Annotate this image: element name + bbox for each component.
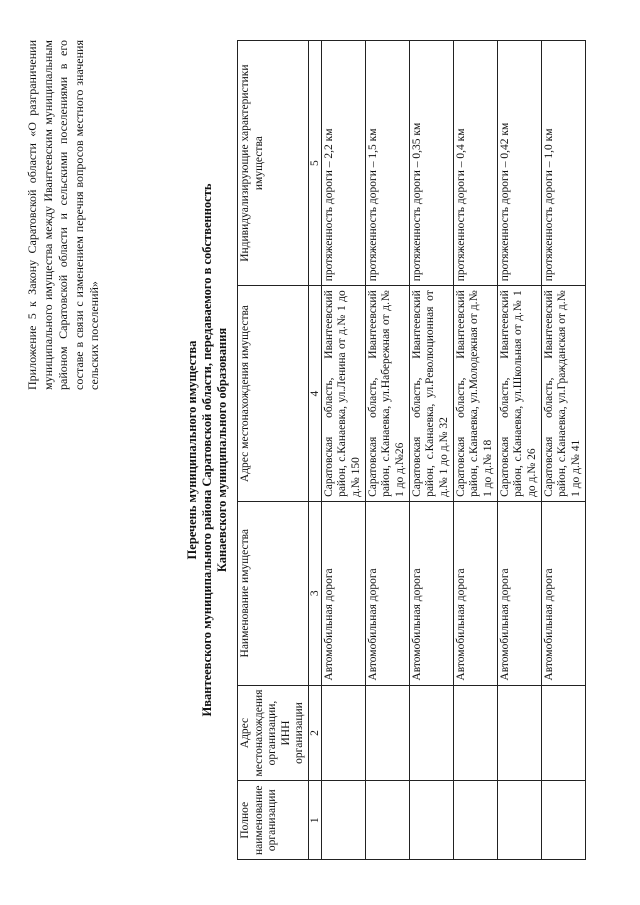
table-row: [453, 41, 497, 860]
cell-property-name: Автомобильная дорога: [365, 501, 409, 685]
cell-property-characteristics: протяженность дороги – 0,42 км: [497, 41, 541, 286]
document-title-line-2: Ивантеевского муниципального района Саратовской области, передаваемого в собственность: [200, 183, 214, 717]
cell-org-address: [321, 685, 365, 781]
column-number: 4: [308, 286, 321, 502]
cell-property-address: Саратовская область, Ивантеевский район, с.Канаевка, ул.Набережная от д.№ 1 до д.№26: [365, 286, 409, 502]
cell-property-name: Автомобильная дорога: [321, 501, 365, 685]
cell-org-name: [321, 781, 365, 860]
header-property-characteristics: Индивидуализирующие характеристики имущества: [238, 41, 309, 286]
header-org-name: Полное наименование организации: [238, 781, 309, 860]
document-title-block: [185, 40, 230, 860]
cell-property-address: Саратовская область, Ивантеевский район, с.Канаевка, ул.Революционная от д.№ 1 до д.№ 32: [409, 286, 453, 502]
column-number: 2: [308, 685, 321, 781]
cell-org-address: [497, 685, 541, 781]
document-title-line-3: Канаевского муниципального образования: [215, 327, 229, 573]
cell-org-address: [409, 685, 453, 781]
header-property-address: Адрес местонахождения имущества: [238, 286, 309, 502]
cell-org-address: [365, 685, 409, 781]
cell-property-characteristics: протяженность дороги – 2,2 км: [321, 41, 365, 286]
cell-property-name: Автомобильная дорога: [453, 501, 497, 685]
table-row: [365, 41, 409, 860]
header-property-name: Наименование имущества: [238, 501, 309, 685]
cell-org-name: [497, 781, 541, 860]
cell-property-name: Автомобильная дорога: [541, 501, 585, 685]
cell-property-characteristics: протяженность дороги – 1,0 км: [541, 41, 585, 286]
cell-property-name: Автомобильная дорога: [409, 501, 453, 685]
column-number: 5: [308, 41, 321, 286]
cell-org-address: [541, 685, 585, 781]
cell-org-name: [409, 781, 453, 860]
rotated-page: [25, 40, 582, 860]
cell-org-name: [365, 781, 409, 860]
property-table: [237, 40, 586, 860]
document-title-line-1: Перечень муниципального имущества: [185, 340, 199, 560]
table-row: [409, 41, 453, 860]
table-row: [541, 41, 585, 860]
appendix-note: Приложение 5 к Закону Саратовской области «О разграничении муниципального имущества между Ивантеевским муниципальным районом Саратовской области и сельскими поселениями в его составе в связи с изменением перечня вопросов местного значения сельских поселений»: [25, 40, 101, 390]
table-row: [497, 41, 541, 860]
cell-org-name: [453, 781, 497, 860]
cell-property-characteristics: протяженность дороги – 1,5 км: [365, 41, 409, 286]
cell-property-characteristics: протяженность дороги – 0,4 км: [453, 41, 497, 286]
cell-org-name: [541, 781, 585, 860]
cell-property-address: Саратовская область, Ивантеевский район, с.Канаевка, ул.Молодежная от д.№ 1 до д.№ 18: [453, 286, 497, 502]
table-header-row: [238, 41, 309, 860]
cell-property-address: Саратовская область, Ивантеевский район, с.Канаевка, ул.Гражданская от д.№ 1 до д.№ 41: [541, 286, 585, 502]
cell-property-address: Саратовская область, Ивантеевский район, с.Канаевка, ул.Школьная от д.№ 1 до д.№ 26: [497, 286, 541, 502]
header-org-address: Адрес местонахождения организации, ИНН организации: [238, 685, 309, 781]
column-number: 3: [308, 501, 321, 685]
column-number-row: [308, 41, 321, 860]
cell-property-characteristics: протяженность дороги – 0,35 км: [409, 41, 453, 286]
cell-org-address: [453, 685, 497, 781]
column-number: 1: [308, 781, 321, 860]
cell-property-address: Саратовская область, Ивантеевский район, с.Канаевка, ул.Ленина от д.№ 1 до д.№ 150: [321, 286, 365, 502]
table-row: [321, 41, 365, 860]
cell-property-name: Автомобильная дорога: [497, 501, 541, 685]
